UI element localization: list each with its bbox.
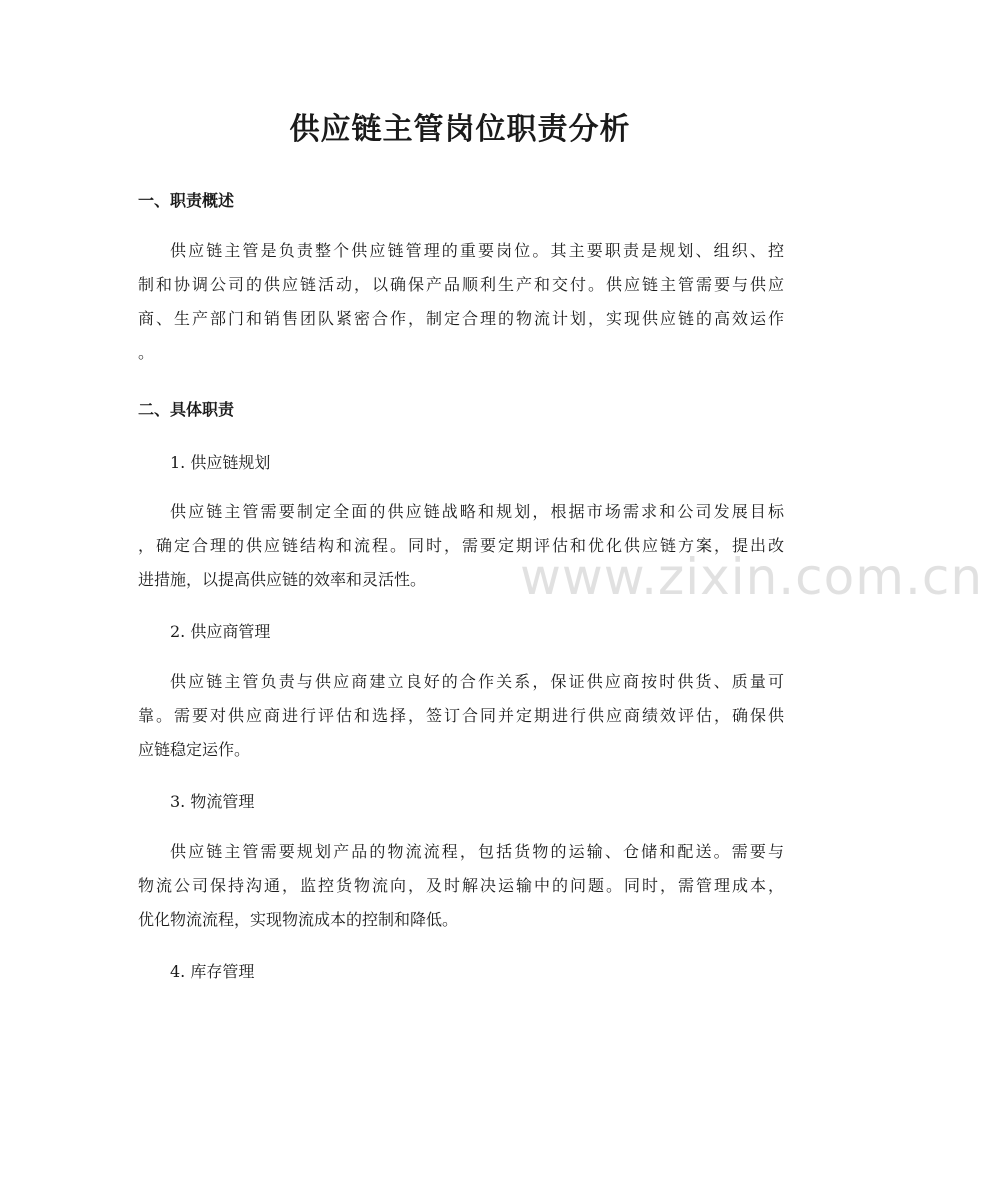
paragraph-line: 靠。需要对供应商进行评估和选择，签订合同并定期进行供应商绩效评估，确保供 bbox=[138, 706, 784, 725]
section-heading-overview: 一、职责概述 bbox=[138, 191, 235, 210]
paragraph-line: 物流公司保持沟通，监控货物流向，及时解决运输中的问题。同时，需管理成本， bbox=[138, 876, 784, 895]
paragraph-line: 进措施，以提高供应链的效率和灵活性。 bbox=[138, 570, 427, 589]
paragraph-line: 供应链主管负责与供应商建立良好的合作关系，保证供应商按时供货、质量可 bbox=[170, 672, 784, 691]
item-title-logistics: 3. 物流管理 bbox=[170, 792, 255, 811]
item-title-inventory: 4. 库存管理 bbox=[170, 962, 255, 981]
overview-paragraph bbox=[138, 234, 784, 370]
paragraph-line: 。 bbox=[138, 343, 155, 362]
paragraph-line: 供应链主管是负责整个供应链管理的重要岗位。其主要职责是规划、组织、控 bbox=[170, 241, 784, 260]
paragraph-line: 制和协调公司的供应链活动，以确保产品顺利生产和交付。供应链主管需要与供应 bbox=[138, 275, 784, 294]
paragraph-line: ，确定合理的供应链结构和流程。同时，需要定期评估和优化供应链方案，提出改 bbox=[138, 536, 784, 555]
logistics-paragraph bbox=[138, 835, 784, 937]
paragraph-line: 优化物流流程，实现物流成本的控制和降低。 bbox=[138, 910, 459, 929]
page-title: 供应链主管岗位职责分析 bbox=[289, 112, 631, 147]
paragraph-line: 供应链主管需要制定全面的供应链战略和规划，根据市场需求和公司发展目标 bbox=[170, 502, 784, 521]
paragraph-line: 应链稳定运作。 bbox=[138, 740, 251, 759]
paragraph-line: 商、生产部门和销售团队紧密合作，制定合理的物流计划，实现供应链的高效运作 bbox=[138, 309, 784, 328]
section-heading-duties: 二、具体职责 bbox=[138, 400, 235, 419]
item-title-supplier: 2. 供应商管理 bbox=[170, 622, 271, 641]
supplier-paragraph bbox=[138, 665, 784, 767]
item-title-planning: 1. 供应链规划 bbox=[170, 453, 271, 472]
paragraph-line: 供应链主管需要规划产品的物流流程，包括货物的运输、仓储和配送。需要与 bbox=[170, 842, 784, 861]
watermark: www.zixin.com.cn bbox=[520, 548, 983, 606]
